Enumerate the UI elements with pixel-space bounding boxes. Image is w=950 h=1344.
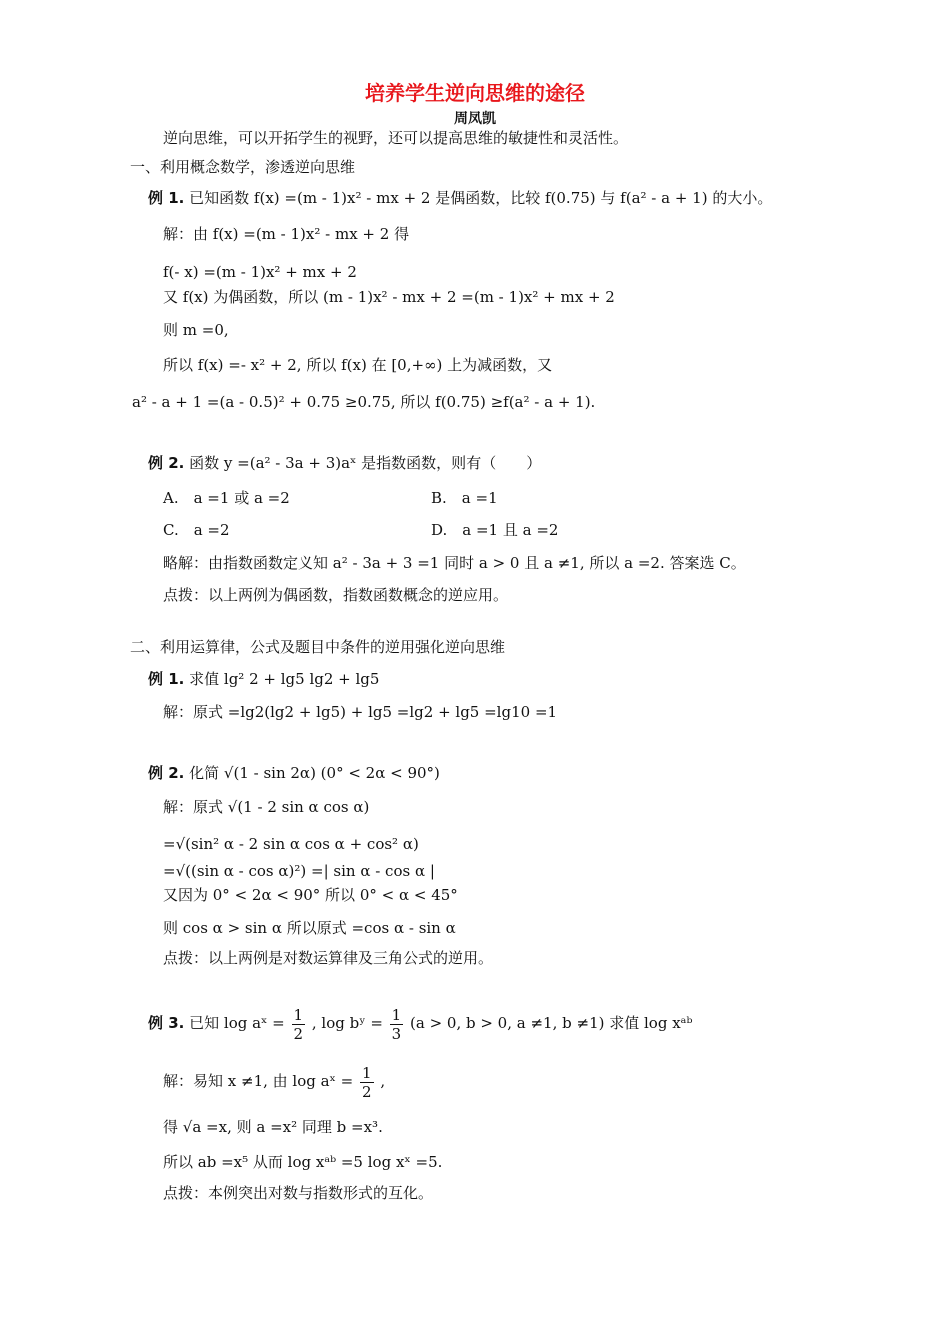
question-text-middle: , log bʸ = [311, 1014, 383, 1032]
s2-ex2-solution-5: 则 cos α > sin α 所以原式 =cos α - sin α [163, 919, 456, 937]
example-label: 例 2. [148, 764, 185, 782]
numerator: 1 [362, 1063, 372, 1082]
author-name: 周凤凯 [454, 111, 496, 127]
solution-text-end: , [380, 1072, 386, 1090]
section-1-heading: 一、利用概念数学，渗透逆向思维 [130, 158, 356, 176]
s1-ex1-solution-6: a² - a + 1 =(a - 0.5)² + 0.75 ≥0.75, 所以 f(0.75) ≥f(a² - a + 1). [132, 393, 596, 411]
s2-ex1-question [148, 669, 379, 689]
document-title: 培养学生逆向思维的途径 [365, 81, 585, 105]
s2-ex2-solution-4: 又因为 0° < 2α < 90° 所以 0° < α < 45° [163, 886, 458, 904]
option-d: D. a =1 且 a =2 [431, 521, 559, 539]
example-label: 例 1. [148, 670, 185, 688]
question-text-start: 已知 log aˣ = [189, 1014, 285, 1032]
s1-ex1-question [148, 188, 772, 208]
denominator: 3 [391, 1024, 402, 1043]
section-2-heading: 二、利用运算律，公式及题目中条件的逆用强化逆向思维 [130, 638, 506, 656]
example-label: 例 1. [148, 189, 185, 207]
question-text: 函数 y =(a² - 3a + 3)aˣ 是指数函数，则有（ ） [189, 454, 542, 472]
question-text: 已知函数 f(x) =(m - 1)x² - mx + 2 是偶函数，比较 f(0.75) 与 f(a² - a + 1) 的大小。 [189, 189, 773, 207]
s2-ex1-solution: 解：原式 =lg2(lg2 + lg5) + lg5 =lg2 + lg5 =lg10 =1 [163, 703, 558, 721]
s1-ex1-solution-5: 所以 f(x) =- x² + 2, 所以 f(x) 在 [0,+∞) 上为减函数，又 [163, 356, 553, 374]
s2-ex2-note: 点拨：以上两例是对数运算律及三角公式的逆用。 [163, 949, 494, 967]
fraction-one-half [360, 1064, 374, 1101]
question-text: 求值 lg² 2 + lg5 lg2 + lg5 [189, 670, 380, 688]
s2-ex2-question [148, 763, 440, 783]
numerator: 1 [391, 1005, 402, 1024]
s1-ex2-question [148, 453, 541, 473]
option-c: C. a =2 [163, 521, 230, 539]
s1-ex1-solution-3: 又 f(x) 为偶函数，所以 (m - 1)x² - mx + 2 =(m - 1)x² + mx + 2 [163, 288, 615, 306]
s2-ex3-solution-1 [163, 1061, 385, 1101]
fraction-one-half [292, 1006, 306, 1043]
s1-ex1-solution-2: f(- x) =(m - 1)x² + mx + 2 [163, 263, 357, 281]
s2-ex3-note: 点拨：本例突出对数与指数形式的互化。 [163, 1184, 434, 1202]
solution-text-start: 解：易知 x ≠1, 由 log aˣ = [163, 1072, 354, 1090]
question-text: 化简 √(1 - sin 2α) (0° < 2α < 90°) [189, 764, 440, 782]
s2-ex3-question [148, 1003, 692, 1043]
s1-ex1-solution-1: 解：由 f(x) =(m - 1)x² - mx + 2 得 [163, 225, 410, 243]
denominator: 2 [293, 1024, 304, 1043]
fraction-one-third [390, 1006, 404, 1043]
numerator: 1 [293, 1005, 304, 1024]
s1-ex1-solution-4: 则 m =0, [163, 321, 229, 339]
example-label: 例 3. [148, 1014, 185, 1032]
s2-ex3-solution-3: 所以 ab =x⁵ 从而 log xᵃᵇ =5 log xˣ =5. [163, 1153, 443, 1171]
s2-ex3-solution-2: 得 √a =x, 则 a =x² 同理 b =x³. [163, 1118, 383, 1136]
s1-ex2-answer: 略解：由指数函数定义知 a² - 3a + 3 =1 同时 a > 0 且 a ≠1, 所以 a =2. 答案选 C。 [163, 554, 746, 572]
example-label: 例 2. [148, 454, 185, 472]
question-text-end: (a > 0, b > 0, a ≠1, b ≠1) 求值 log xᵃᵇ [410, 1014, 693, 1032]
option-b: B. a =1 [431, 489, 498, 507]
option-a: A. a =1 或 a =2 [163, 489, 290, 507]
intro-paragraph: 逆向思维，可以开拓学生的视野，还可以提高思维的敏捷性和灵活性。 [163, 129, 629, 147]
s1-note: 点拨：以上两例为偶函数，指数函数概念的逆应用。 [163, 586, 509, 604]
s2-ex2-solution-1: 解：原式 √(1 - 2 sin α cos α) [163, 798, 370, 816]
s2-ex2-solution-2: =√(sin² α - 2 sin α cos α + cos² α) [163, 835, 419, 853]
s2-ex2-solution-3: =√((sin α - cos α)²) =| sin α - cos α | [163, 862, 435, 880]
denominator: 2 [362, 1082, 372, 1101]
